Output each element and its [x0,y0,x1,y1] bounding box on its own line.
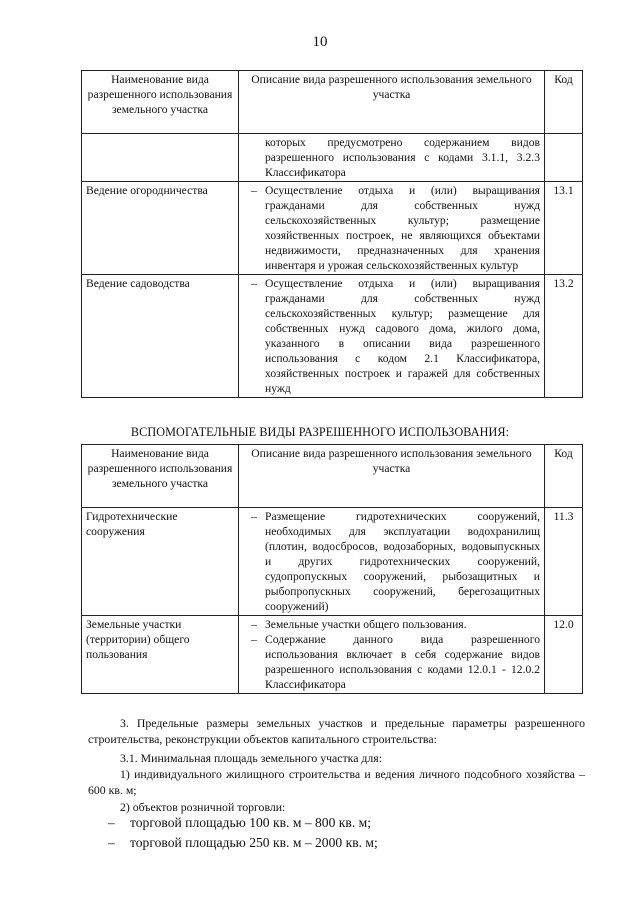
permitted-use-table [81,70,583,398]
dash-marker: – [108,835,115,850]
use-description: Осуществление отдыха и (или) выращивания гражданами для собственных нужд сельскохозяйственных культур; размещение хозяйственных построек, не являющихся объектами недвижимости, предназначенных для хранения инвентаря и урожая сельскохозяйственных культур [265,184,540,272]
use-name: Гидротехнические сооружения [82,508,239,616]
header-name: Наименование вида разрешенного использования земельного участка [82,445,239,508]
paragraph-item-2: 2) объектов розничной торговли: [120,800,286,814]
use-code: 13.2 [545,275,583,398]
continuation-text: которых предусмотрено содержанием видов разрешенного использования с кодами 3.1.1, 3.2.3 Классификатора [239,134,545,182]
table-row [82,134,583,182]
use-name: Ведение садоводства [82,275,239,398]
use-description: Размещение гидротехнических сооружений, необходимых для эксплуатации водохранилищ (плотин, водосбросов, водозаборных, водовыпускных и других гидротехнических сооружений, судопропускных сооружений, рыбозащитных и рыбопропускных сооружений, берегозащитных сооружений) [265,510,540,613]
table-row [82,182,583,275]
page-number: 10 [312,34,328,50]
header-description: Описание вида разрешенного использования земельного участка [239,445,545,508]
use-description: Осуществление отдыха и (или) выращивания гражданами для собственных нужд сельскохозяйственных культур; размещение для собственных нужд садового дома, жилого дома, указанного в описании вида разрешенного использования с кодом 2.1 Классификатора, хозяйственных построек и гаражей для собственных нужд [265,277,540,395]
use-name: Ведение огородничества [82,182,239,275]
table-row [82,275,583,398]
use-code: 12.0 [545,616,583,694]
paragraph-item-1: 1) индивидуального жилищного строительства и ведения личного подсобного хозяйства – 600 кв. м; [88,767,585,797]
paragraph-3: 3. Предельные размеры земельных участков и предельные параметры разрешенного строительства, реконструкции объектов капитального строительства: [88,716,585,746]
list-item [108,815,371,831]
table-header-row [82,71,583,134]
header-description: Описание вида разрешенного использования земельного участка [239,71,545,134]
section-title: ВСПОМОГАТЕЛЬНЫЕ ВИДЫ РАЗРЕШЕННОГО ИСПОЛЬЗОВАНИЯ: [130,425,510,439]
dash-marker: – [251,633,257,646]
table-row [82,616,583,694]
use-code: 11.3 [545,508,583,616]
list-item-text: торговой площадью 250 кв. м – 2000 кв. м; [130,835,378,850]
dash-marker: – [251,510,257,523]
paragraph-3-1: 3.1. Минимальная площадь земельного участка для: [120,751,382,765]
list-item [108,835,378,851]
use-code: 13.1 [545,182,583,275]
dash-marker: – [108,815,115,830]
table-row [82,508,583,616]
dash-marker: – [251,277,257,290]
header-name: Наименование вида разрешенного использования земельного участка [82,71,239,134]
dash-marker: – [251,618,257,631]
list-item-text: торговой площадью 100 кв. м – 800 кв. м; [130,815,372,830]
use-name: Земельные участки (территории) общего пользования [82,616,239,694]
table-header-row [82,445,583,508]
use-description: Земельные участки общего пользования. [265,618,467,631]
header-code: Код [545,445,583,508]
auxiliary-use-table [81,444,583,694]
dash-marker: – [251,184,257,197]
header-code: Код [545,71,583,134]
use-description: Содержание данного вида разрешенного использования включает в себя содержание видов разрешенного использования с кодами 12.0.1 - 12.0.2 Классификатора [265,633,540,691]
